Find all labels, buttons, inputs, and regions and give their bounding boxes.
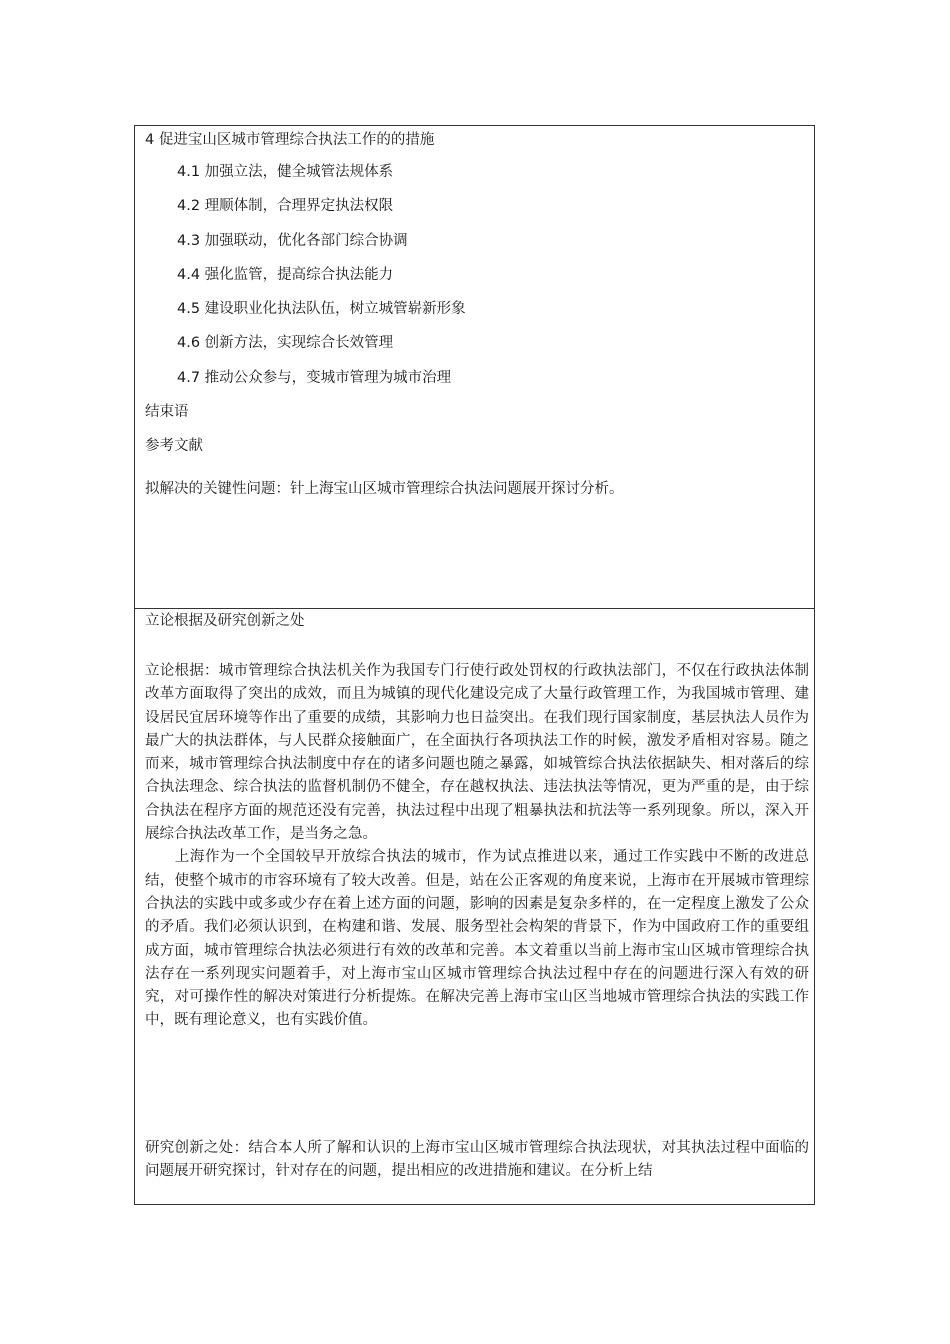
references-heading: 参考文献: [145, 438, 203, 454]
key-problem-text: 拟解决的关键性问题：针上海宝山区城市管理综合执法问题展开探讨分析。: [145, 481, 624, 497]
subsection-4-7: 4.7 推动公众参与，变城市管理为城市治理: [177, 370, 452, 386]
innovation-paragraph-block: [145, 1137, 809, 1184]
subsection-4-2: 4.2 理顺体制，合理界定执法权限: [177, 198, 394, 214]
innovation-paragraph: 研究创新之处：结合本人所了解和认识的上海市宝山区城市管理综合执法现状，对其执法过程中面临的问题展开研究探讨，针对存在的问题，提出相应的改进措施和建议。在分析上结: [145, 1140, 809, 1180]
conclusion-heading: 结束语: [145, 404, 189, 420]
subsection-4-4: 4.4 强化监管，提高综合执法能力: [177, 267, 394, 283]
subsection-4-5: 4.5 建设职业化执法队伍，树立城管崭新形象: [177, 301, 466, 317]
section-heading: 4 促进宝山区城市管理综合执法工作的的措施: [145, 132, 435, 148]
cell-title: 立论根据及研究创新之处: [145, 613, 305, 629]
outline-cell: [135, 126, 814, 609]
basis-paragraph: 立论根据：城市管理综合执法机关作为我国专门行使行政处罚权的行政执法部门，不仅在行政执法体制改革方面取得了突出的成效，而且为城镇的现代化建设完成了大量行政管理工作，为我国城市管理、建设居民宜居环境等作出了重要的成绩，其影响力也日益突出。在我们现行国家制度，基层执法人员作为最广大的执法群体，与人民群众接触面广，在全面执行各项执法工作的时候，激发矛盾相对容易。随之而来，城市管理综合执法制度中存在的诸多问题也随之暴露，如城管综合执法依据缺失、相对落后的综合执法理念、综合执法的监督机制仍不健全，存在越权执法、违法执法等情况，更为严重的是，由于综合执法在程序方面的规范还没有完善，执法过程中出现了粗暴执法和抗法等一系列现象。所以，深入开展综合执法改革工作，是当务之急。: [145, 663, 809, 843]
basis-paragraph-block: [145, 660, 809, 1033]
basis-innovation-cell: [135, 609, 814, 1204]
shanghai-paragraph: 上海作为一个全国较早开放综合执法的城市，作为试点推进以来，通过工作实践中不断的改进总结，使整个城市的市容环境有了较大改善。但是，站在公正客观的角度来说，上海市在开展城市管理综合执法的实践中或多或少存在着上述方面的问题，影响的因素是复杂多样的，在一定程度上激发了公众的矛盾。我们必须认识到，在构建和谐、发展、服务型社会构架的背景下，作为中国政府工作的重要组成方面，城市管理综合执法必须进行有效的改革和完善。本文着重以当前上海市宝山区城市管理综合执法存在一系列现实问题着手，对上海市宝山区城市管理综合执法过程中存在的问题进行深入有效的研究，对可操作性的解决对策进行分析提炼。在解决完善上海市宝山区当地城市管理综合执法的实践工作中，既有理论意义，也有实践价值。: [145, 849, 809, 1029]
subsection-4-6: 4.6 创新方法，实现综合长效管理: [177, 335, 394, 351]
subsection-4-1: 4.1 加强立法，健全城管法规体系: [177, 164, 394, 180]
subsection-4-3: 4.3 加强联动，优化各部门综合协调: [177, 233, 408, 249]
proposal-table: [134, 125, 815, 1205]
